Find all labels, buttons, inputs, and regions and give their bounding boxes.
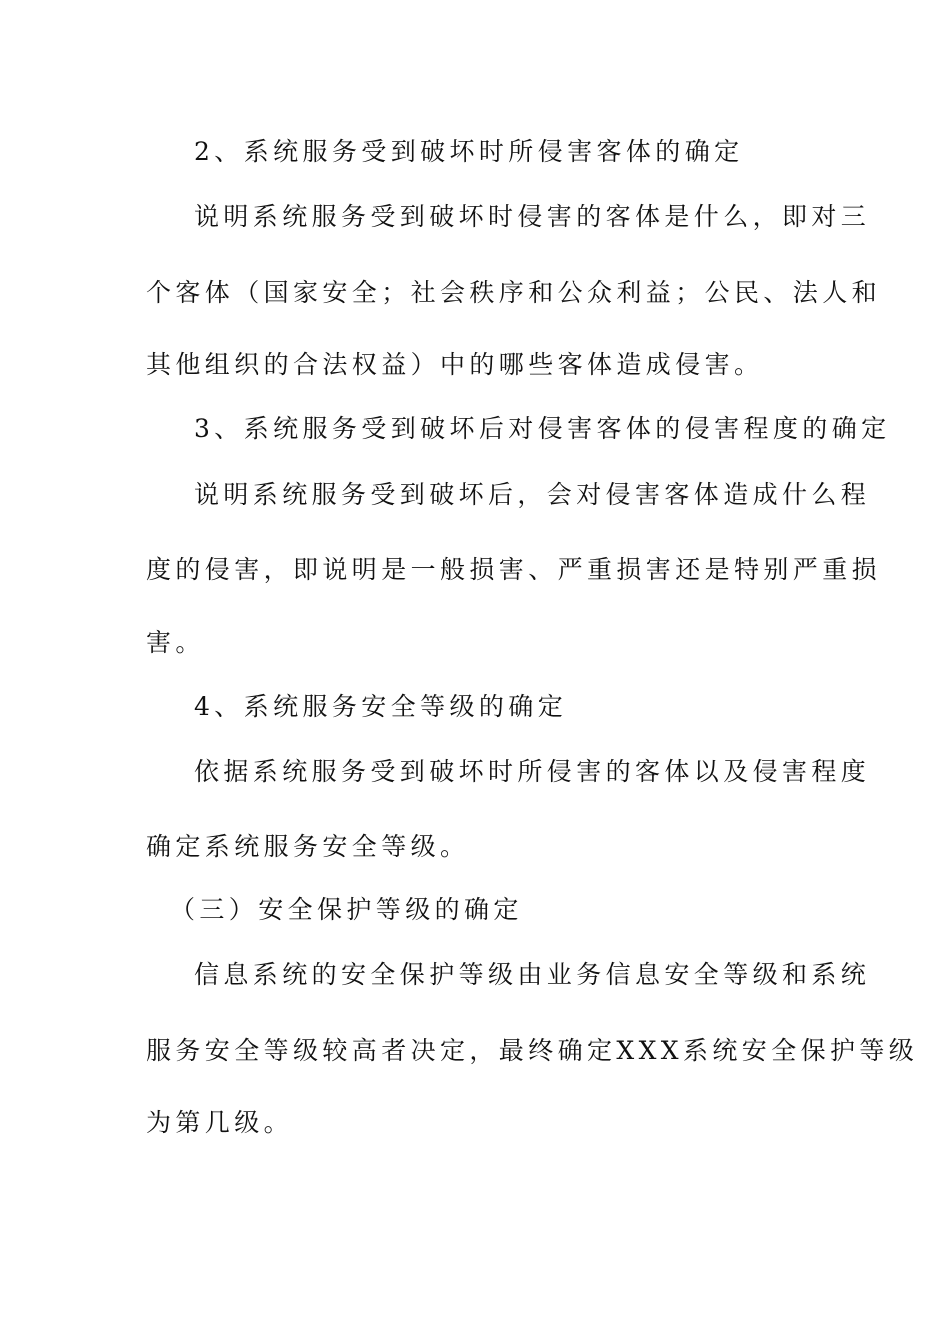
paragraph-line: 说明系统服务受到破坏后，会对侵害客体造成什么程 [194,480,871,509]
subsection-heading-3: （三）安全保护等级的确定 [170,895,523,924]
paragraph-line: 害。 [146,628,205,657]
paragraph-line: 说明系统服务受到破坏时侵害的客体是什么，即对三 [194,202,871,231]
paragraph-line: 为第几级。 [146,1108,294,1137]
paragraph-line: 其他组织的合法权益）中的哪些客体造成侵害。 [146,350,764,379]
paragraph-line: 服务安全等级较高者决定，最终确定XXX系统安全保护等级 [146,1036,919,1065]
paragraph-line: 信息系统的安全保护等级由业务信息安全等级和系统 [194,960,871,989]
section-heading-4: 4、系统服务安全等级的确定 [194,692,568,721]
paragraph-line: 度的侵害，即说明是一般损害、严重损害还是特别严重损 [146,555,882,584]
paragraph-line: 依据系统服务受到破坏时所侵害的客体以及侵害程度 [194,757,871,786]
paragraph-line: 确定系统服务安全等级。 [146,832,470,861]
paragraph-line: 个客体（国家安全；社会秩序和公众利益；公民、法人和 [146,278,882,307]
section-heading-2: 2、系统服务受到破坏时所侵害客体的确定 [194,137,744,166]
section-heading-3: 3、系统服务受到破坏后对侵害客体的侵害程度的确定 [194,414,891,443]
